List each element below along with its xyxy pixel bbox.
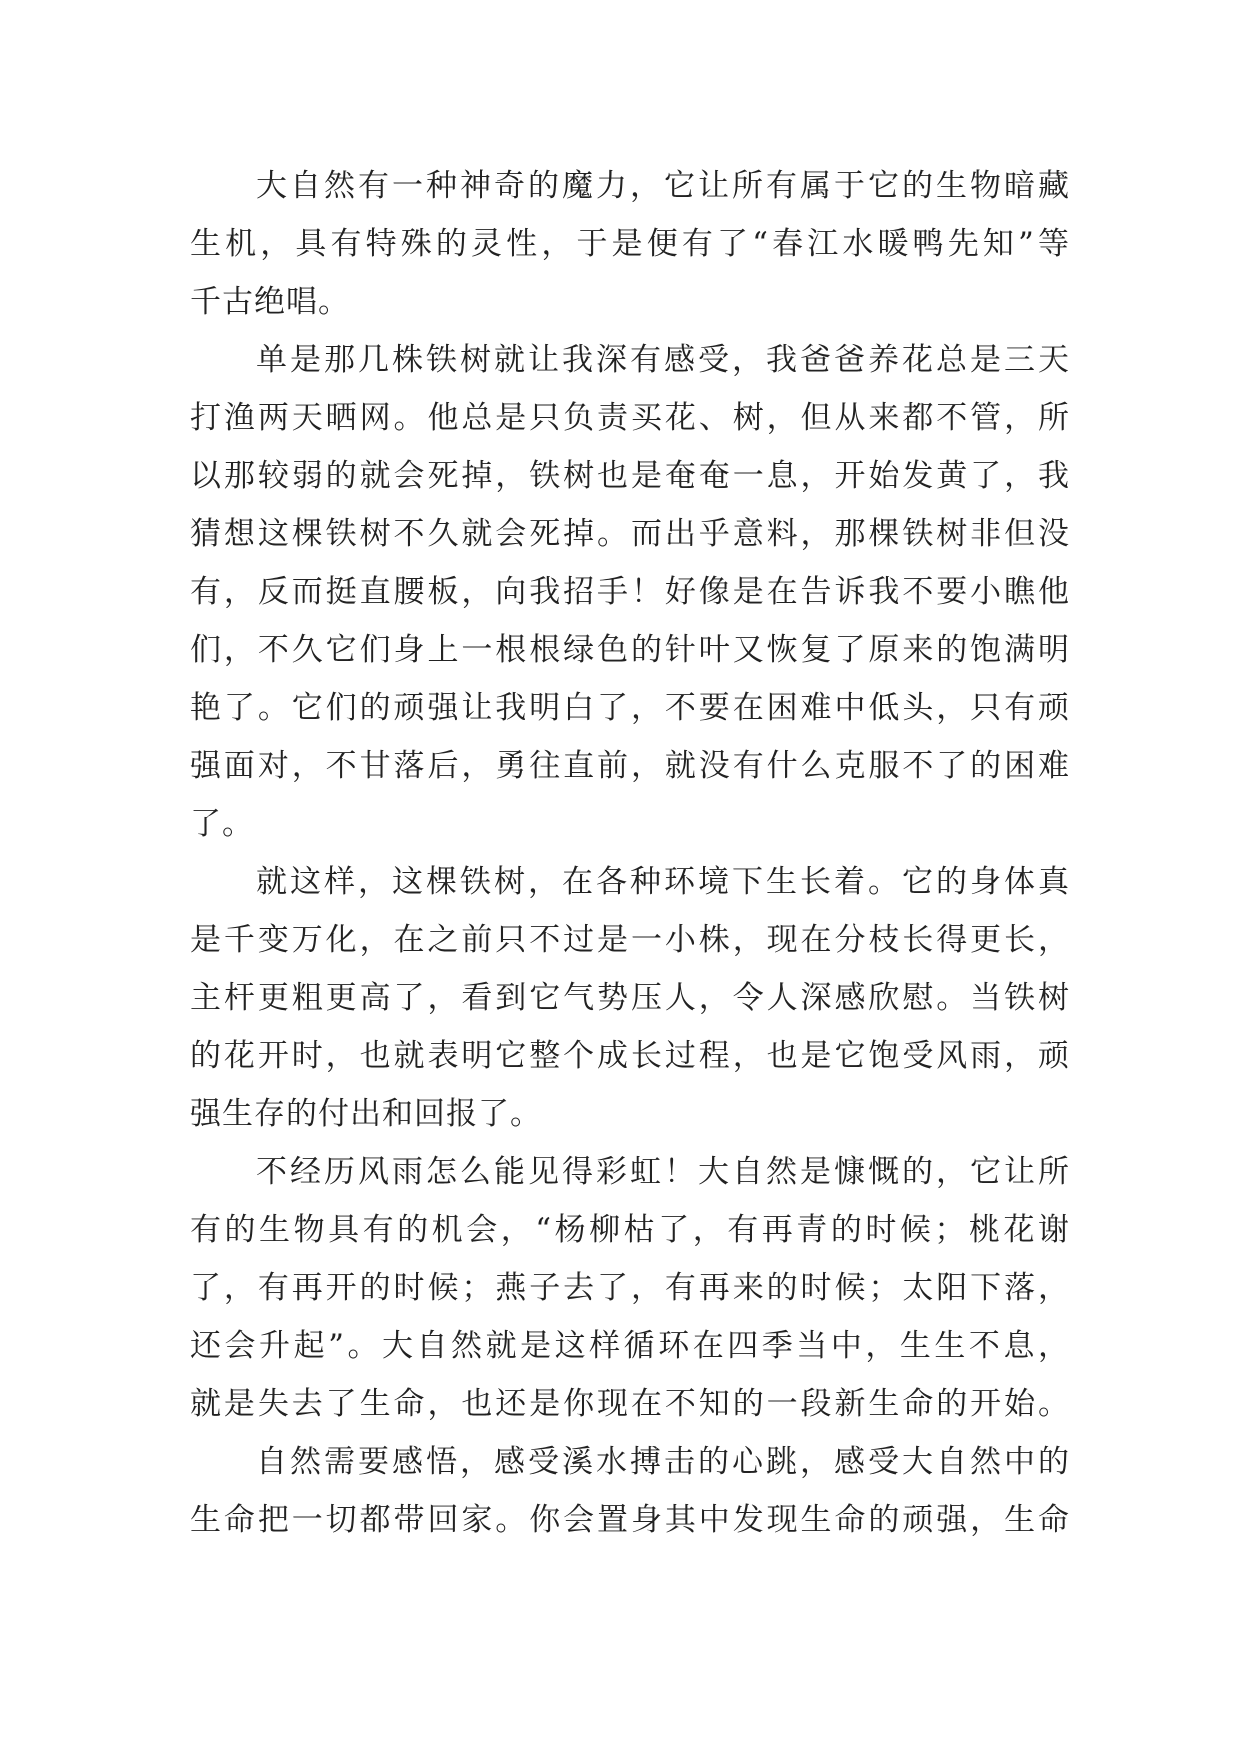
text-line: 艳了。它们的顽强让我明白了，不要在困难中低头，只有顽: [190, 690, 1070, 726]
essay-body: [190, 157, 1070, 1549]
text-line: 就是失去了生命，也还是你现在不知的一段新生命的开始。: [190, 1386, 1070, 1422]
text-line: 单是那几株铁树就让我深有感受，我爸爸养花总是三天: [256, 342, 1070, 378]
text-line: 以那较弱的就会死掉，铁树也是奄奄一息，开始发黄了，我: [190, 458, 1070, 494]
paragraph-3: [190, 853, 1070, 1143]
paragraph-4: [190, 1143, 1070, 1433]
text-line: 了。: [190, 806, 254, 842]
text-line: 强生存的付出和回报了。: [190, 1096, 542, 1132]
text-line: 们，不久它们身上一根根绿色的针叶又恢复了原来的饱满明: [190, 632, 1070, 668]
text-line: 千古绝唱。: [190, 284, 350, 320]
paragraph-1: [190, 157, 1070, 331]
text-line: 生命把一切都带回家。你会置身其中发现生命的顽强，生命: [190, 1502, 1070, 1538]
text-line: 的花开时，也就表明它整个成长过程，也是它饱受风雨，顽: [190, 1038, 1070, 1074]
paragraph-5: [190, 1433, 1070, 1549]
text-line: 是千变万化，在之前只不过是一小株，现在分枝长得更长，: [190, 922, 1070, 958]
text-line: 有，反而挺直腰板，向我招手！好像是在告诉我不要小瞧他: [190, 574, 1070, 610]
text-line: 生机，具有特殊的灵性，于是便有了“春江水暖鸭先知”等: [190, 226, 1070, 262]
text-line: 还会升起”。大自然就是这样循环在四季当中，生生不息，: [190, 1328, 1070, 1364]
text-line: 主杆更粗更高了，看到它气势压人，令人深感欣慰。当铁树: [190, 980, 1070, 1016]
text-line: 了，有再开的时候；燕子去了，有再来的时候；太阳下落，: [190, 1270, 1070, 1306]
text-line: 自然需要感悟，感受溪水搏击的心跳，感受大自然中的: [256, 1444, 1070, 1480]
paragraph-2: [190, 331, 1070, 853]
text-line: 大自然有一种神奇的魔力，它让所有属于它的生物暗藏: [256, 168, 1070, 204]
text-line: 猜想这棵铁树不久就会死掉。而出乎意料，那棵铁树非但没: [190, 516, 1070, 552]
text-line: 打渔两天晒网。他总是只负责买花、树，但从来都不管，所: [190, 400, 1070, 436]
text-line: 就这样，这棵铁树，在各种环境下生长着。它的身体真: [256, 864, 1070, 900]
text-line: 强面对，不甘落后，勇往直前，就没有什么克服不了的困难: [190, 748, 1070, 784]
text-line: 不经历风雨怎么能见得彩虹！大自然是慷慨的，它让所: [256, 1154, 1070, 1190]
text-line: 有的生物具有的机会，“杨柳枯了，有再青的时候；桃花谢: [190, 1212, 1070, 1248]
